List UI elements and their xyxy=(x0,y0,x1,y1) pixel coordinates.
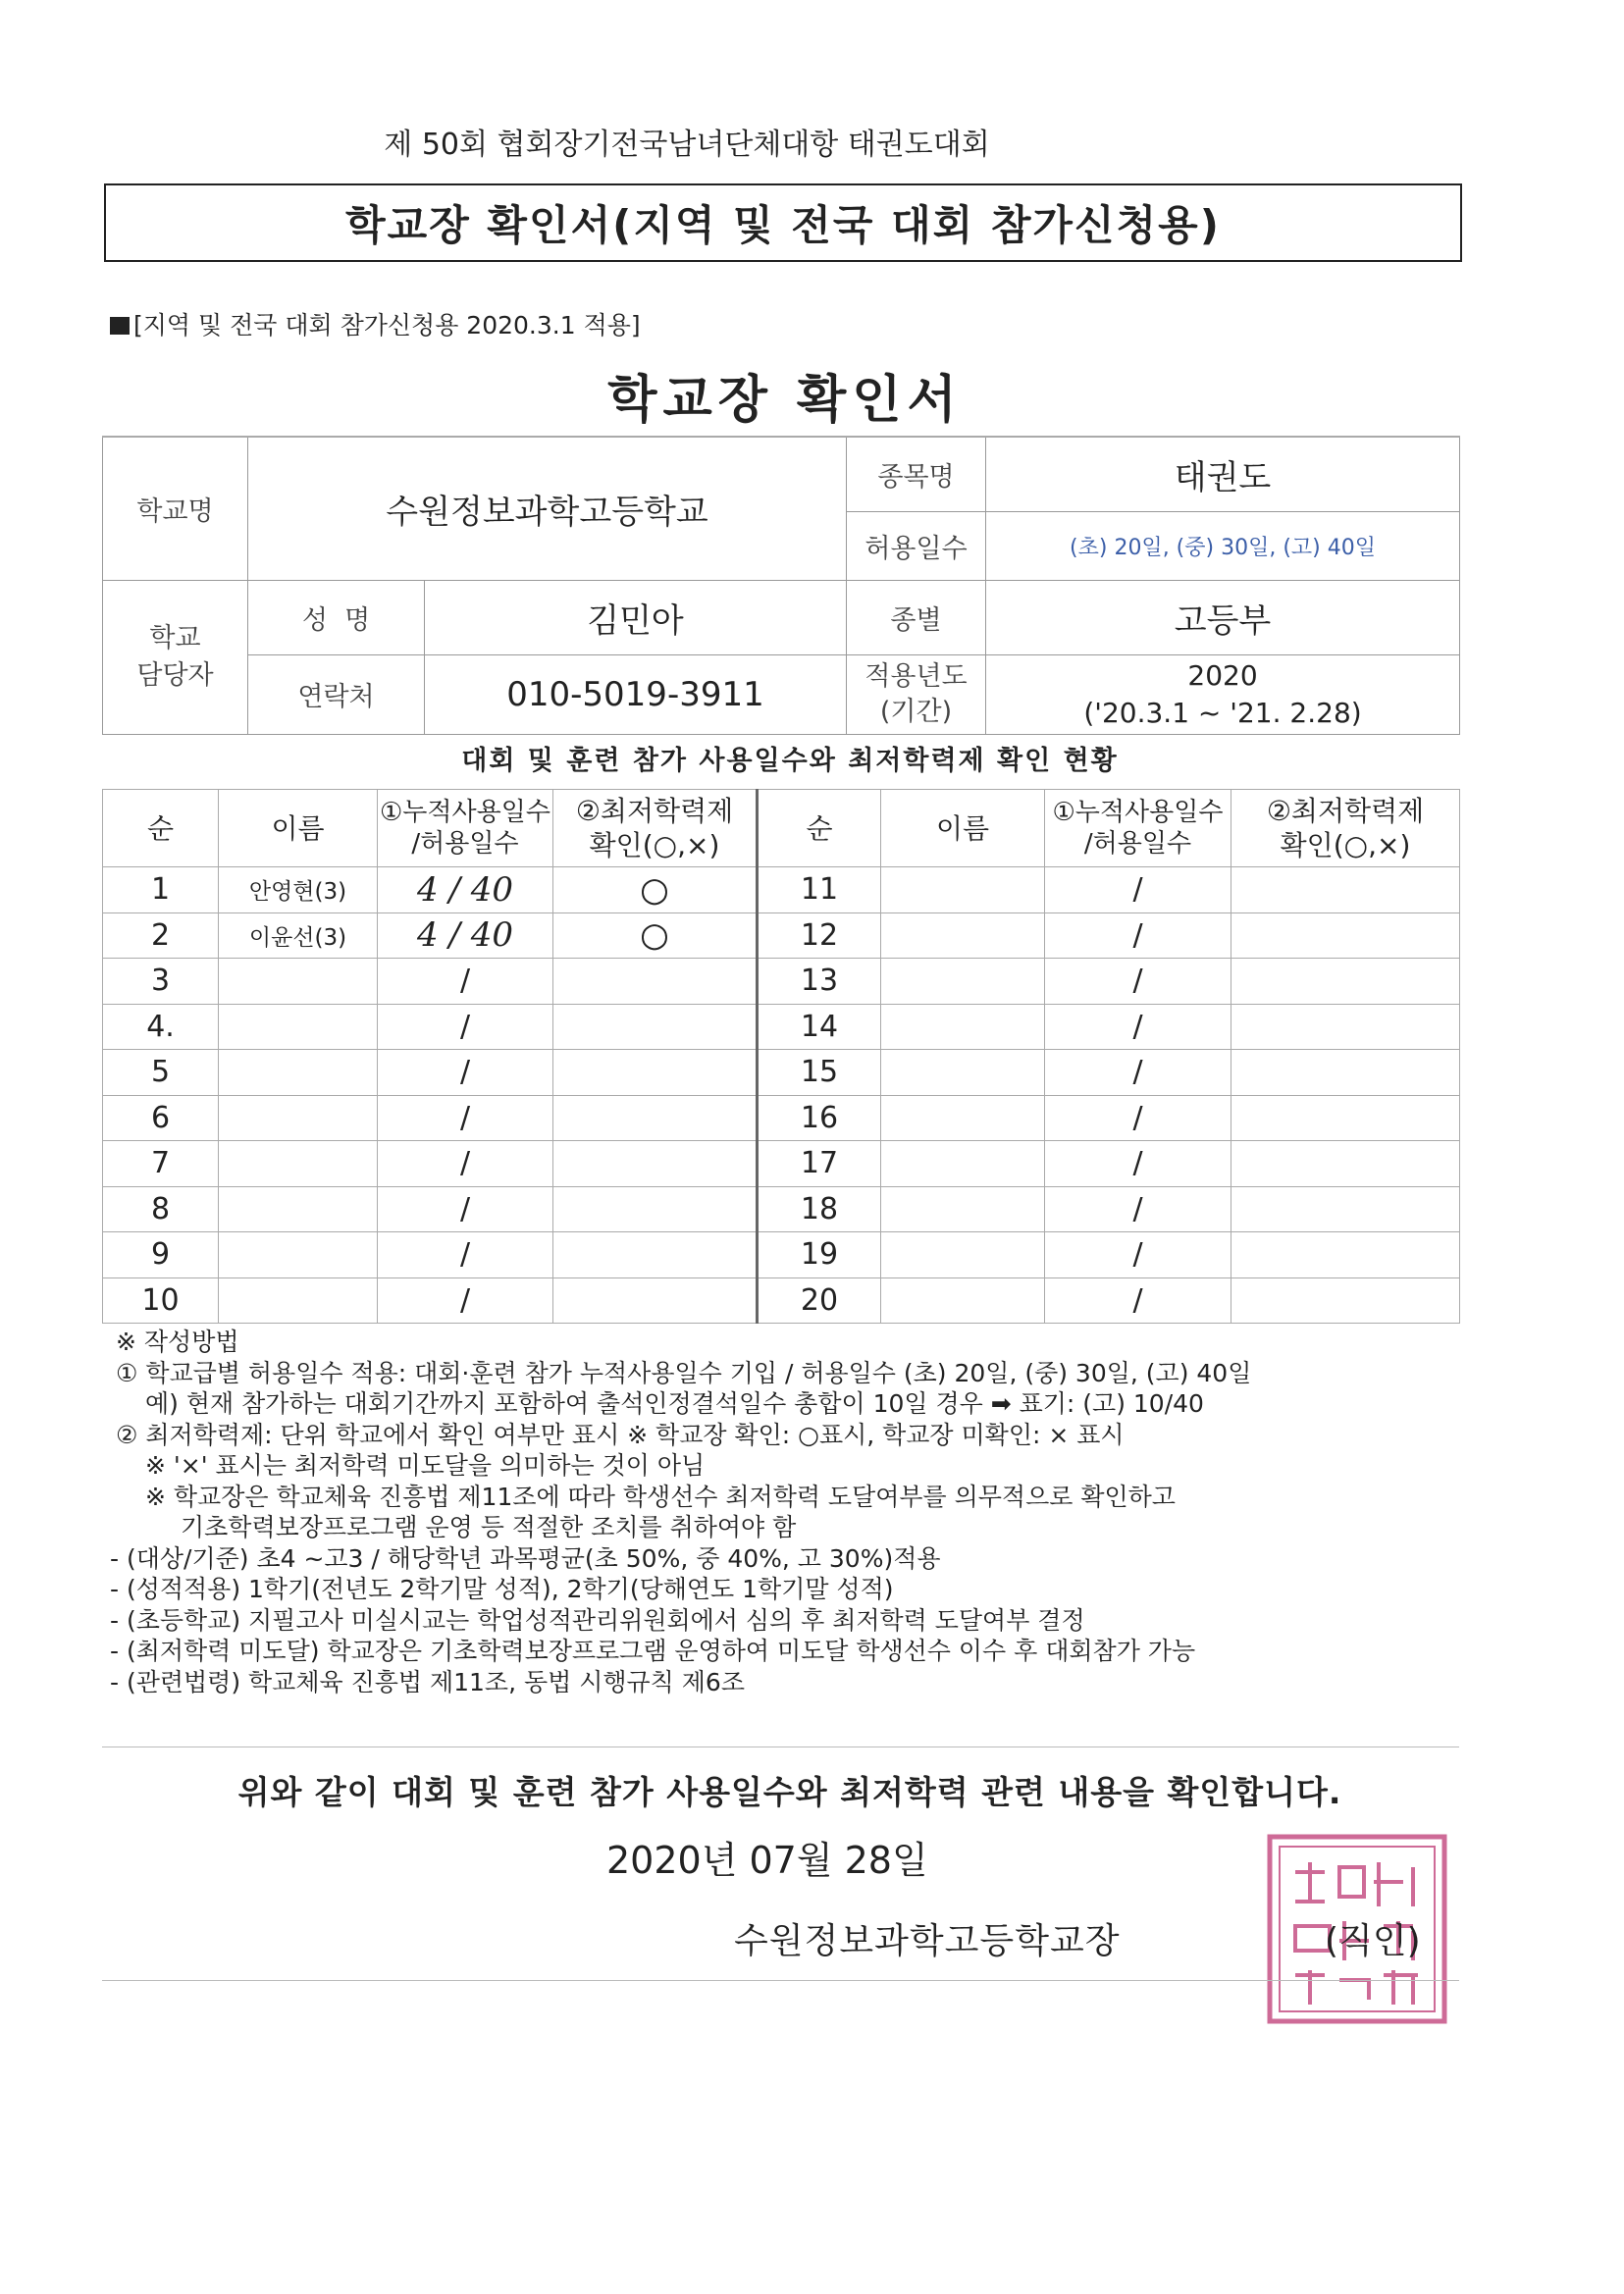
row-no: 15 xyxy=(758,1050,881,1096)
row-days: / xyxy=(1045,1277,1231,1324)
row-no: 10 xyxy=(103,1277,219,1324)
sport-label: 종목명 xyxy=(847,437,986,511)
main-title: 학교장 확인서 xyxy=(607,371,963,430)
divider xyxy=(102,1980,1459,1981)
header-check: ②최저학력제 확인(○,×) xyxy=(553,790,758,867)
table-row xyxy=(103,1141,1460,1187)
row-no: 18 xyxy=(758,1186,881,1232)
row-days: / xyxy=(378,1004,553,1050)
row-days: / xyxy=(1045,1141,1231,1187)
row-days: / xyxy=(378,1186,553,1232)
row-no: 2 xyxy=(103,912,219,959)
contact-name: 김민아 xyxy=(425,580,847,654)
row-check xyxy=(1231,1277,1460,1324)
row-check xyxy=(553,1232,758,1278)
row-no: 9 xyxy=(103,1232,219,1278)
row-no: 13 xyxy=(758,959,881,1005)
row-check xyxy=(1231,1095,1460,1141)
division-label: 종별 xyxy=(847,580,986,654)
row-name xyxy=(881,959,1045,1005)
row-check xyxy=(553,1141,758,1187)
row-check: ○ xyxy=(553,867,758,913)
row-no: 5 xyxy=(103,1050,219,1096)
instruction-line: 기초학력보장프로그램 운영 등 적절한 조치를 취하여야 함 xyxy=(181,1513,797,1541)
days-label: 허용일수 xyxy=(847,511,986,580)
row-name xyxy=(219,1232,378,1278)
row-check xyxy=(1231,1004,1460,1050)
row-days: / xyxy=(378,1232,553,1278)
header-no: 순 xyxy=(103,790,219,867)
row-name: 이윤선(3) xyxy=(219,912,378,959)
row-check xyxy=(1231,912,1460,959)
row-no: 14 xyxy=(758,1004,881,1050)
period-value: ('20.3.1 ~ '21. 2.28) xyxy=(1083,696,1362,729)
row-no: 19 xyxy=(758,1232,881,1278)
row-check xyxy=(553,1277,758,1324)
row-no: 16 xyxy=(758,1095,881,1141)
row-check xyxy=(1231,1141,1460,1187)
seal-label: (직인) xyxy=(1325,1921,1421,1961)
table-row xyxy=(103,1095,1460,1141)
row-days: / xyxy=(1045,867,1231,913)
issue-date: 2020년 07월 28일 xyxy=(606,1839,928,1882)
instructions-title: ※ 작성방법 xyxy=(116,1328,239,1356)
table-row xyxy=(103,959,1460,1005)
row-days: / xyxy=(1045,959,1231,1005)
instruction-line: ② 최저학력제: 단위 학교에서 확인 여부만 표시 ※ 학교장 확인: ○표시, 학교장 미확인: × 표시 xyxy=(116,1420,1125,1449)
instruction-line: 예) 현재 참가하는 대회기간까지 포함하여 출석인정결석일수 총합이 10일 경우 ➡ 표기: (고) 10/40 xyxy=(145,1389,1204,1418)
principal-name: 수원정보과학고등학교장 xyxy=(734,1921,1121,1961)
contact-label: 학교 담당자 xyxy=(103,580,248,734)
row-name xyxy=(881,1186,1045,1232)
row-name xyxy=(881,912,1045,959)
row-no: 1 xyxy=(103,867,219,913)
row-name xyxy=(219,1004,378,1050)
row-check xyxy=(553,1050,758,1096)
row-no: 20 xyxy=(758,1277,881,1324)
instructions xyxy=(110,1327,1490,1697)
school-name: 수원정보과학고등학교 xyxy=(248,437,847,580)
table-row xyxy=(103,867,1460,913)
school-label: 학교명 xyxy=(103,437,248,580)
row-name: 안영현(3) xyxy=(219,867,378,913)
row-check xyxy=(553,1186,758,1232)
row-name xyxy=(219,1095,378,1141)
sport-value: 태권도 xyxy=(986,437,1460,511)
row-name xyxy=(881,1232,1045,1278)
row-check xyxy=(1231,1186,1460,1232)
roster-table xyxy=(102,789,1460,1324)
row-days: 4 / 40 xyxy=(378,867,553,913)
header-check: ②최저학력제 확인(○,×) xyxy=(1231,790,1460,867)
row-name xyxy=(881,867,1045,913)
division-value: 고등부 xyxy=(986,580,1460,654)
row-no: 8 xyxy=(103,1186,219,1232)
table-row xyxy=(103,912,1460,959)
instruction-line: - (관련법령) 학교체육 진흥법 제11조, 동법 시행규칙 제6조 xyxy=(110,1667,745,1696)
phone-label: 연락처 xyxy=(248,654,425,734)
instruction-line: ※ 학교장은 학교체육 진흥법 제11조에 따라 학생선수 최저학력 도달여부를 의무적으로 확인하고 xyxy=(145,1482,1176,1511)
row-check xyxy=(553,1095,758,1141)
row-check: ○ xyxy=(553,912,758,959)
phone-value: 010-5019-3911 xyxy=(425,654,847,734)
row-no: 11 xyxy=(758,867,881,913)
header-days: ①누적사용일수 /허용일수 xyxy=(378,790,553,867)
row-name xyxy=(881,1141,1045,1187)
instruction-line: - (성적적용) 1학기(전년도 2학기말 성적), 2학기(당해연도 1학기말 성적) xyxy=(110,1575,894,1603)
year-cell xyxy=(986,654,1460,734)
table-row xyxy=(103,1050,1460,1096)
row-check xyxy=(1231,1050,1460,1096)
row-name xyxy=(219,1277,378,1324)
row-name xyxy=(881,1277,1045,1324)
row-name xyxy=(219,1186,378,1232)
row-no: 3 xyxy=(103,959,219,1005)
table-row xyxy=(103,1232,1460,1278)
row-check xyxy=(1231,1232,1460,1278)
row-name xyxy=(881,1095,1045,1141)
row-no: 6 xyxy=(103,1095,219,1141)
header-name: 이름 xyxy=(881,790,1045,867)
row-days: 4 / 40 xyxy=(378,912,553,959)
instruction-line: - (대상/기준) 초4 ~고3 / 해당학년 과목평균(초 50%, 중 40%, 고 30%)적용 xyxy=(110,1543,941,1573)
row-check xyxy=(1231,867,1460,913)
year-value: 2020 xyxy=(1187,658,1258,692)
row-days: / xyxy=(378,1050,553,1096)
row-days: / xyxy=(1045,1095,1231,1141)
school-info-table xyxy=(102,436,1460,735)
apply-note xyxy=(110,306,641,341)
row-days: / xyxy=(1045,1004,1231,1050)
name-label: 성 명 xyxy=(248,580,425,654)
header-no: 순 xyxy=(758,790,881,867)
square-bullet-icon xyxy=(110,317,130,335)
table-row xyxy=(103,1277,1460,1324)
table-row xyxy=(103,1186,1460,1232)
row-no: 7 xyxy=(103,1141,219,1187)
days-value: (초) 20일, (중) 30일, (고) 40일 xyxy=(986,511,1460,580)
status-title: 대회 및 훈련 참가 사용일수와 최저학력제 확인 현황 xyxy=(461,746,1119,776)
form-title-box xyxy=(104,183,1462,262)
row-no: 4. xyxy=(103,1004,219,1050)
confirmation-statement: 위와 같이 대회 및 훈련 참가 사용일수와 최저학력 관련 내용을 확인합니다. xyxy=(237,1773,1342,1811)
row-no: 12 xyxy=(758,912,881,959)
year-label: 적용년도 (기간) xyxy=(847,654,986,734)
header-days: ①누적사용일수 /허용일수 xyxy=(1045,790,1231,867)
row-no: 17 xyxy=(758,1141,881,1187)
row-name xyxy=(219,959,378,1005)
instruction-line: ① 학교급별 허용일수 적용: 대회·훈련 참가 누적사용일수 기입 / 허용일수 (초) 20일, (중) 30일, (고) 40일 xyxy=(116,1358,1252,1387)
row-check xyxy=(553,959,758,1005)
row-check xyxy=(1231,959,1460,1005)
row-days: / xyxy=(1045,1232,1231,1278)
header-name: 이름 xyxy=(219,790,378,867)
row-check xyxy=(553,1004,758,1050)
table-row xyxy=(103,1004,1460,1050)
instruction-line: ※ '×' 표시는 최저학력 미도달을 의미하는 것이 아님 xyxy=(145,1451,706,1480)
event-title: 제 50회 협회장기전국남녀단체대항 태권도대회 xyxy=(384,128,990,162)
row-days: / xyxy=(378,959,553,1005)
row-days: / xyxy=(378,1141,553,1187)
row-name xyxy=(219,1141,378,1187)
row-name xyxy=(881,1004,1045,1050)
row-days: / xyxy=(1045,1050,1231,1096)
apply-note-text: [지역 및 전국 대회 참가신청용 2020.3.1 적용] xyxy=(133,311,641,339)
form-title: 학교장 확인서(지역 및 전국 대회 참가신청용) xyxy=(345,201,1221,249)
instruction-line: - (초등학교) 지필고사 미실시교는 학업성적관리위원회에서 심의 후 최저학력 도달여부 결정 xyxy=(110,1605,1085,1635)
row-name xyxy=(219,1050,378,1096)
instruction-line: - (최저학력 미도달) 학교장은 기초학력보장프로그램 운영하여 미도달 학생선수 이수 후 대회참가 가능 xyxy=(110,1637,1196,1665)
row-days: / xyxy=(378,1095,553,1141)
row-days: / xyxy=(1045,1186,1231,1232)
row-name xyxy=(881,1050,1045,1096)
row-days: / xyxy=(378,1277,553,1324)
row-days: / xyxy=(1045,912,1231,959)
